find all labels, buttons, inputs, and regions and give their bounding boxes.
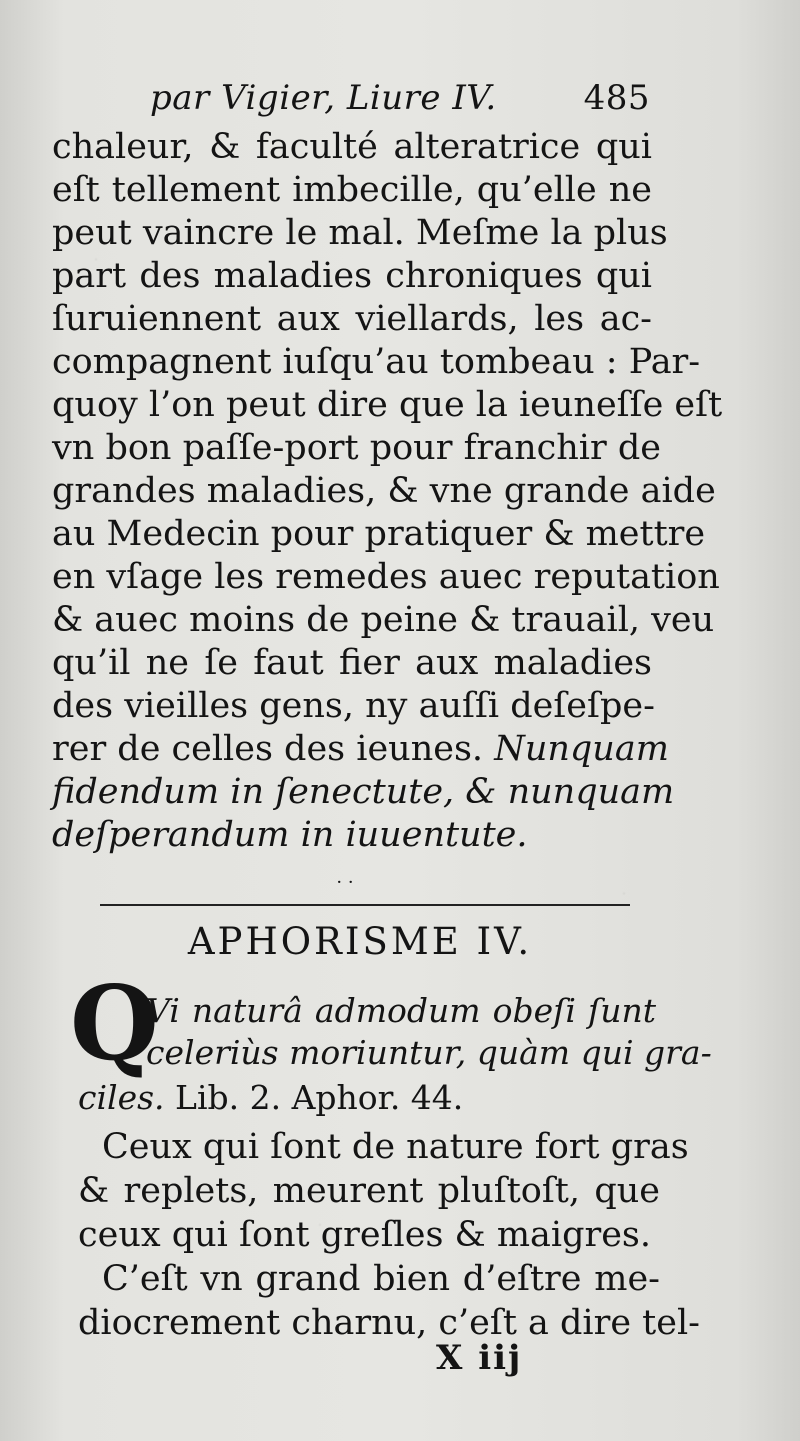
aphorism-line: celeriùs moriuntur, quàm qui gra- [146,1033,712,1072]
running-title: par Vigier, Liure IV. [150,78,497,118]
text-line: Ceux qui ſont de nature fort gras [102,1127,689,1167]
text-line: chaleur, & faculté alteratrice qui [52,127,652,167]
signature-mark: X iij [436,1338,523,1378]
section-divider [100,904,630,906]
text-line-mixed [52,728,669,771]
aphorism-latin [146,990,712,1074]
aphorism-line: Vi naturâ admodum obeſi ſunt [146,991,656,1030]
text-line: au Medecin pour pratiquer & mettre [52,514,706,554]
aphorism-citation-line [78,1077,578,1119]
text-line: eſt tellement imbecille, qu’elle ne [52,170,652,210]
text-line: & auec moins de peine & trauail, veu [52,600,715,640]
text-line: diocrement charnu, c’eſt a dire tel- [78,1303,700,1343]
text-line: grandes maladies, & vne grande aide [52,471,716,511]
running-header [150,78,650,118]
latin-line: fidendum in ſenectute, & nunquam [52,772,675,812]
text-line: & replets, meurent pluſtoſt, que [78,1171,660,1211]
text-line: C’eſt vn grand bien d’eſtre me- [102,1259,660,1299]
translation-paragraph [78,1125,700,1345]
text-line: vn bon paſſe-port pour franchir de [52,428,661,468]
ornament: · · [336,872,354,893]
text-line: quoy l’on peut dire que la ieuneſſe eſt [52,385,723,425]
aphorism-end: ciles. [78,1078,165,1117]
text-italic: Nunquam [494,729,669,769]
body-paragraph [52,126,723,857]
text-line: part des maladies chroniques qui [52,256,652,296]
drop-cap: Q [70,964,159,1084]
page-number: 485 [583,78,650,118]
text-roman: rer de celles des ieunes. [52,729,484,769]
latin-line: deſperandum in iuuentute. [52,815,528,855]
text-line: des vieilles gens, ny auſſi deſeſpe- [52,686,655,726]
text-line: qu’il ne ſe faut fier aux maladies [52,643,652,683]
text-line: en vſage les remedes auec reputation [52,557,720,597]
section-heading: APHORISME IV. [187,920,533,963]
text-line: compagnent iuſqu’au tombeau : Par- [52,342,701,382]
citation: Lib. 2. Aphor. 44. [175,1078,464,1117]
text-line: ſuruiennent aux viellards, les ac- [52,299,652,339]
text-line: peut vaincre le mal. Meſme la plus [52,213,668,253]
text-line: ceux qui ſont greſles & maigres. [78,1215,652,1255]
